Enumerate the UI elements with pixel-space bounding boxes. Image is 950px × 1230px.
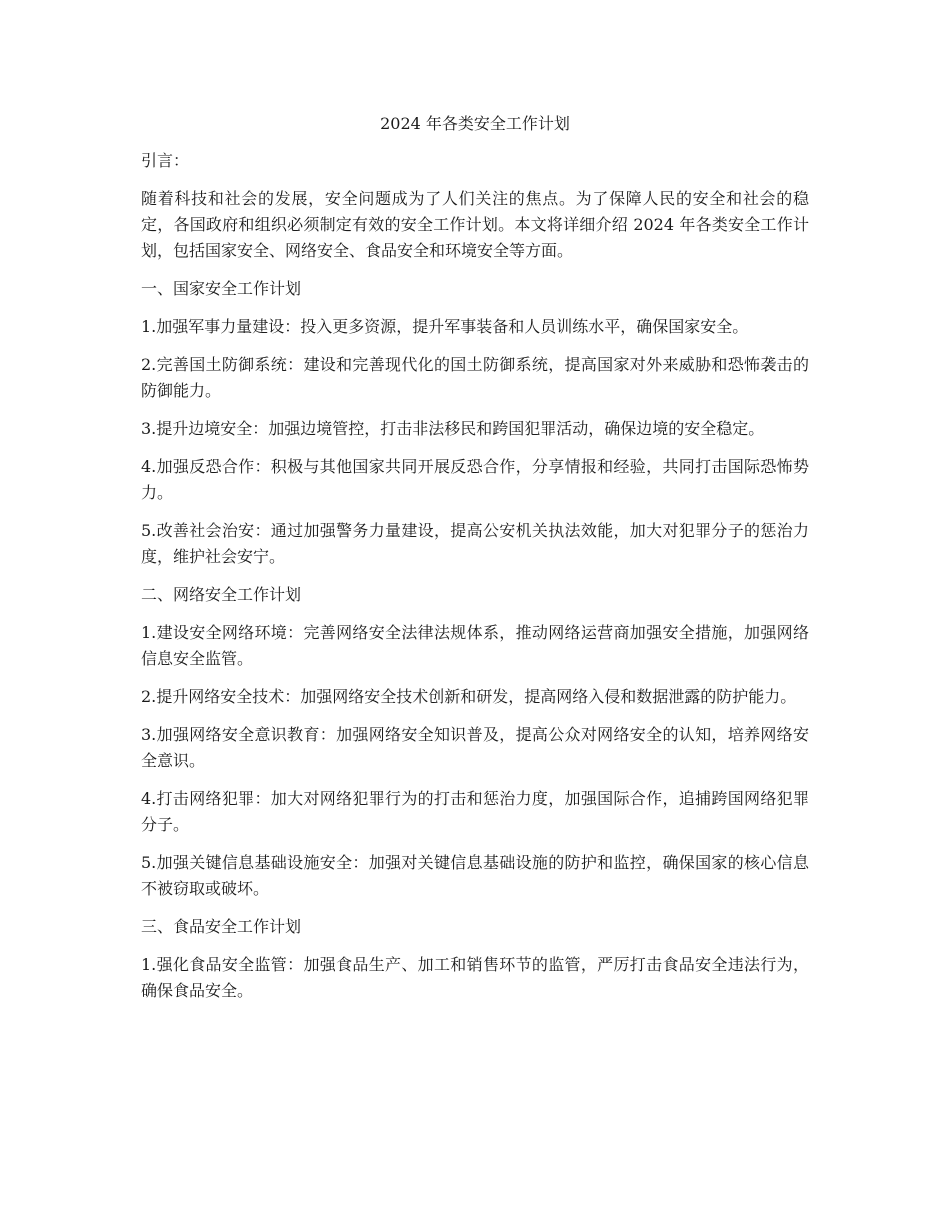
list-item: 1.加强军事力量建设：投入更多资源，提升军事装备和人员训练水平，确保国家安全。 bbox=[141, 317, 749, 336]
list-item: 2.完善国土防御系统：建设和完善现代化的国土防御系统，提高国家对外来威胁和恐怖袭击的防御能力。 bbox=[141, 355, 809, 400]
list-item: 4.打击网络犯罪：加大对网络犯罪行为的打击和惩治力度，加强国际合作，追捕跨国网络犯罪分子。 bbox=[141, 789, 809, 834]
document-body bbox=[141, 148, 809, 1016]
list-item: 4.加强反恐合作：积极与其他国家共同开展反恐合作，分享情报和经验，共同打击国际恐怖势力。 bbox=[141, 457, 809, 502]
list-item: 1.建设安全网络环境：完善网络安全法律法规体系，推动网络运营商加强安全措施，加强网络信息安全监管。 bbox=[141, 623, 809, 668]
list-item: 2.提升网络安全技术：加强网络安全技术创新和研发，提高网络入侵和数据泄露的防护能力。 bbox=[141, 687, 797, 706]
section-heading: 三、食品安全工作计划 bbox=[141, 917, 302, 936]
section-heading: 一、国家安全工作计划 bbox=[141, 279, 302, 298]
section-heading: 二、网络安全工作计划 bbox=[141, 585, 302, 604]
section-national-security bbox=[141, 276, 809, 570]
intro-label: 引言： bbox=[141, 151, 190, 170]
section-food-security bbox=[141, 914, 809, 1004]
list-item: 3.提升边境安全：加强边境管控，打击非法移民和跨国犯罪活动，确保边境的安全稳定。 bbox=[141, 419, 765, 438]
section-network-security bbox=[141, 582, 809, 902]
intro-paragraph: 随着科技和社会的发展，安全问题成为了人们关注的焦点。为了保障人民的安全和社会的稳定，各国政府和组织必须制定有效的安全工作计划。本文将详细介绍 2024 年各类安全工作计划，包括国家安全、网络安全、食品安全和环境安全等方面。 bbox=[141, 189, 809, 260]
document-title: 2024 年各类安全工作计划 bbox=[380, 114, 570, 133]
list-item: 3.加强网络安全意识教育：加强网络安全知识普及，提高公众对网络安全的认知，培养网络安全意识。 bbox=[141, 725, 809, 770]
list-item: 5.改善社会治安：通过加强警务力量建设，提高公安机关执法效能，加大对犯罪分子的惩治力度，维护社会安宁。 bbox=[141, 521, 809, 566]
list-item: 1.强化食品安全监管：加强食品生产、加工和销售环节的监管，严厉打击食品安全违法行为，确保食品安全。 bbox=[141, 955, 809, 1000]
list-item: 5.加强关键信息基础设施安全：加强对关键信息基础设施的防护和监控，确保国家的核心信息不被窃取或破坏。 bbox=[141, 853, 809, 898]
